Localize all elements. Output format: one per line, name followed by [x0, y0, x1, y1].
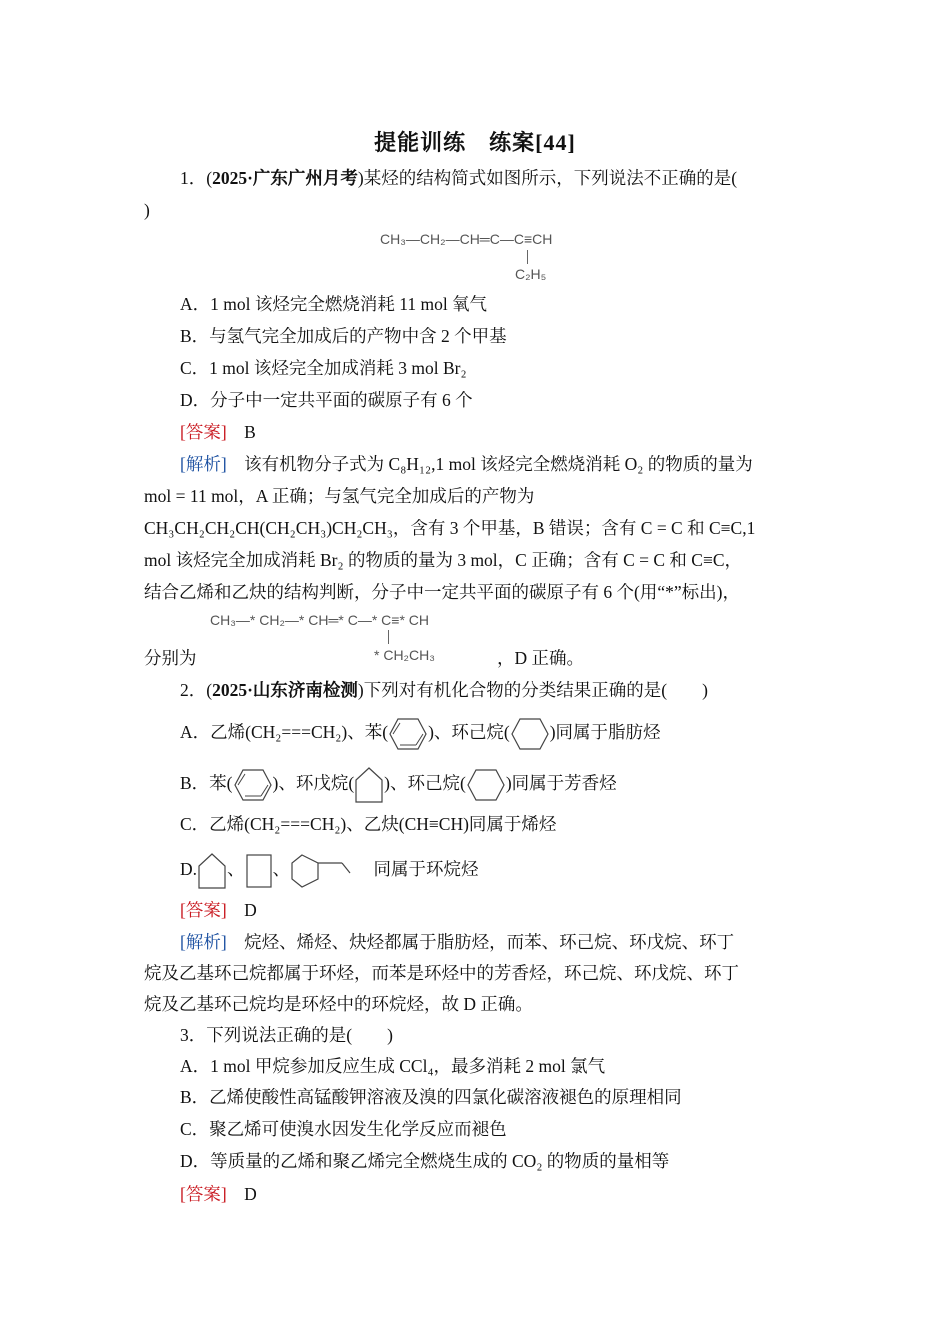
- q2-option-d: D. 、 、 同属于环烷烃: [180, 852, 842, 890]
- q1-option-c: C．1 mol 该烃完全加成消耗 3 mol Br₂: [180, 358, 467, 378]
- q2-option-a: A．乙烯(CH₂===CH₂)、苯( )、环己烷( )同属于脂肪烃: [180, 717, 842, 751]
- answer-label: [答案]: [180, 1184, 227, 1204]
- q3-option-c: C．聚乙烯可使溴水因发生化学反应而褪色: [180, 1119, 507, 1139]
- cyclohexane-icon: [510, 717, 550, 751]
- q2-option-b: B．苯( )、环戊烷( )、环己烷( )同属于芳香烃: [180, 766, 842, 804]
- q2-analysis-line-2: 烷及乙基环己烷都属于环烃，而苯是环烃中的芳香烃，环己烷、环戊烷、环丁: [144, 963, 739, 983]
- q1-analysis-line-3: CH₃CH₂CH₂CH(CH₂CH₃)CH₂CH₃，含有 3 个甲基，B 错误；含有 C = C 和 C≡C,1: [144, 518, 756, 538]
- cyclopentane-icon: [197, 852, 227, 890]
- answer-label: [答案]: [180, 422, 227, 442]
- cyclobutane-icon: [245, 853, 273, 889]
- q3-option-d: D．等质量的乙烯和聚乙烯完全燃烧生成的 CO₂ 的物质的量相等: [180, 1151, 670, 1171]
- q1-analysis-line-4: mol 该烃完全加成消耗 Br₂ 的物质的量为 3 mol，C 正确；含有 C = C 和 C≡C，: [144, 550, 743, 570]
- q1-analysis-line-1: [解析] 该有机物分子式为 C₈H₁₂,1 mol 该烃完全燃烧消耗 O₂ 的物质的量为: [180, 454, 753, 474]
- answer-label: [答案]: [180, 900, 227, 920]
- page-title: 提能训练 练案[44]: [374, 130, 576, 155]
- q1-analysis-line-5: 结合乙烯和乙炔的结构判断，分子中一定共平面的碳原子有 6 个(用“*”标出)，: [144, 582, 740, 602]
- q1-structure-main: CH₃—CH₂—CH═C—C≡CH: [380, 231, 553, 247]
- analysis-label: [解析]: [180, 932, 227, 952]
- q2-stem: 2．(2025·山东济南检测)下列对有机化合物的分类结果正确的是( ): [180, 680, 708, 700]
- q1-option-d: D．分子中一定共平面的碳原子有 6 个: [180, 390, 473, 410]
- ethylcyclohexane-icon: [290, 853, 356, 889]
- benzene-icon: [388, 717, 428, 751]
- q2-option-c: C．乙烯(CH₂===CH₂)、乙炔(CH≡CH)同属于烯烃: [180, 814, 557, 834]
- q1-source: 2025·广东广州月考: [212, 168, 358, 188]
- q1-analysis-line-2: mol = 11 mol，A 正确；与氢气完全加成后的产物为: [144, 486, 535, 506]
- q1-option-a: A．1 mol 该烃完全燃烧消耗 11 mol 氧气: [180, 294, 488, 314]
- q3-stem: 3．下列说法正确的是( ): [180, 1025, 393, 1045]
- q1-option-b: B．与氢气完全加成后的产物中含 2 个甲基: [180, 326, 507, 346]
- q1-structure-bond: [527, 250, 528, 264]
- q3-option-a: A．1 mol 甲烷参加反应生成 CCl₄，最多消耗 2 mol 氯气: [180, 1056, 606, 1076]
- q2-source: 2025·山东济南检测: [212, 680, 358, 700]
- q1-stem: 1．(2025·广东广州月考)某烃的结构简式如图所示，下列说法不正确的是(: [180, 168, 738, 188]
- q1-answer: [答案] B: [180, 422, 256, 442]
- q2-answer: [答案] D: [180, 900, 257, 920]
- q3-answer: [答案] D: [180, 1184, 257, 1204]
- q3-option-b: B．乙烯使酸性高锰酸钾溶液及溴的四氯化碳溶液褪色的原理相同: [180, 1087, 682, 1107]
- q1-stem-cont: ): [144, 200, 150, 220]
- benzene-icon: [233, 768, 273, 802]
- q1-star-structure-bond: [388, 630, 389, 644]
- q1-star-structure-main: CH₃—* CH₂—* CH═* C—* C≡* CH: [210, 612, 430, 628]
- analysis-label: [解析]: [180, 454, 227, 474]
- q1-star-structure-branch: * CH₂CH₃: [374, 647, 435, 663]
- q2-analysis-line-1: [解析] 烷烃、烯烃、炔烃都属于脂肪烃，而苯、环己烷、环戊烷、环丁: [180, 932, 735, 952]
- cyclopentane-icon: [354, 766, 384, 804]
- q1-structure-branch: C₂H₅: [515, 266, 547, 282]
- q2-analysis-line-3: 烷及乙基环己烷均是环烃中的环烷烃，故 D 正确。: [144, 994, 533, 1014]
- cyclohexane-icon: [466, 768, 506, 802]
- q1-analysis-tail-left: 分别为: [144, 648, 197, 668]
- q1-analysis-tail-right: ，D 正确。: [497, 648, 585, 668]
